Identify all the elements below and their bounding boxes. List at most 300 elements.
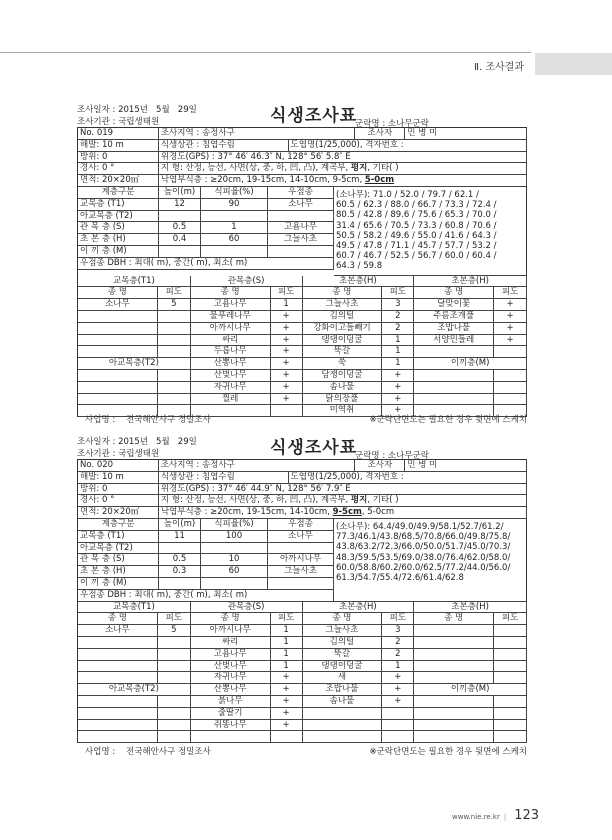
cover-value — [494, 672, 527, 684]
species-header: 종 명 — [303, 613, 383, 625]
table-row — [78, 258, 334, 270]
species-name: 물푸레나무 — [191, 311, 271, 323]
species-name: 싸리 — [191, 335, 271, 347]
cover-value — [158, 394, 191, 406]
group-header: 초본층(H) — [303, 602, 415, 614]
cover-value: 1 — [382, 358, 414, 370]
cover-value: 2 — [382, 323, 414, 335]
species-header: 종 명 — [191, 287, 271, 299]
species-name: 솜나물 — [303, 382, 383, 394]
cover-value: 1 — [271, 649, 303, 661]
species-row — [78, 311, 527, 323]
cover-value — [382, 731, 414, 743]
species-name — [414, 382, 494, 394]
sketch-note: ※군락단면도는 필요한 경우 뒷면에 스케치 — [369, 415, 527, 426]
species-name — [78, 323, 158, 335]
layer-header: 우점종 — [268, 519, 334, 531]
surveyor-name: 민 병 미 — [405, 460, 527, 472]
species-name — [78, 672, 158, 684]
survey-date: 조사일자 : 2015년 5월 29일 — [77, 437, 197, 447]
terrain-other: , 기타( ) — [367, 163, 399, 174]
species-name: 붉나무 — [191, 696, 271, 708]
species-name: 소나무 — [78, 625, 158, 637]
cover-value: + — [271, 394, 303, 406]
physiognomy: 식생상관 : 침엽수림 — [159, 140, 289, 152]
separator: , — [327, 507, 333, 518]
layer-header: 계층구분 — [78, 187, 159, 199]
plot-number: No. 020 — [78, 460, 159, 472]
layer-name: 아교목층 (T2) — [78, 211, 159, 223]
aspect: 방위: 0 — [78, 484, 159, 496]
table-row — [78, 460, 527, 472]
cover-header: 피도 — [271, 287, 303, 299]
species-name: 김의털 — [303, 637, 383, 649]
species-name: 뚝갈 — [303, 649, 383, 661]
layer-dominant: 고욤나무 — [268, 222, 334, 234]
species-name: 쥐똥나무 — [191, 720, 271, 732]
species-name — [303, 708, 383, 720]
species-name: 쑥 — [303, 358, 383, 370]
layer-row — [78, 543, 334, 555]
header-rule — [0, 52, 531, 53]
layer-height: 0.5 — [159, 554, 201, 566]
species-name — [78, 720, 158, 732]
layer-dominant: 그늘사초 — [268, 234, 334, 246]
cover-value: 1 — [382, 661, 414, 673]
layer-row — [78, 246, 334, 258]
layer-header: 높이(m) — [159, 187, 201, 199]
page-number: 123 — [514, 808, 540, 823]
cover-value: + — [271, 370, 303, 382]
cover-value: 5 — [158, 625, 191, 637]
cover-value: + — [271, 346, 303, 358]
layer-dominant — [268, 578, 334, 590]
layer-name: 교목층 (T1) — [78, 199, 159, 211]
species-name: 두릅나무 — [191, 346, 271, 358]
layer-row — [78, 199, 334, 211]
terrain-selected: 평지 — [350, 163, 368, 174]
cover-value: + — [382, 405, 414, 417]
layer-table — [78, 187, 334, 276]
layer-coverage — [201, 543, 268, 555]
survey-table — [77, 127, 527, 417]
table-row — [78, 472, 527, 484]
separator: , — [284, 507, 290, 518]
table-row — [78, 128, 527, 140]
layer-height: 12 — [159, 199, 201, 211]
species-name: 솜나물 — [303, 696, 383, 708]
cover-value: + — [382, 696, 414, 708]
species-name — [78, 661, 158, 673]
aspect: 방위: 0 — [78, 152, 159, 164]
layer-height — [159, 211, 201, 223]
layer-header: 우점종 — [268, 187, 334, 199]
species-name — [78, 708, 158, 720]
layer-coverage: 90 — [201, 199, 268, 211]
group-header: 초본층(H) — [303, 276, 415, 288]
cover-value — [494, 346, 527, 358]
survey-table — [77, 459, 527, 743]
species-name — [414, 625, 494, 637]
cover-value — [158, 708, 191, 720]
litter-layer — [159, 507, 527, 519]
species-row — [78, 720, 527, 732]
cover-value: 2 — [382, 649, 414, 661]
layer-dominant: 아까시나무 — [268, 554, 334, 566]
group-header: 관목층(S) — [191, 276, 303, 288]
table-row — [78, 507, 527, 519]
cover-value — [494, 625, 527, 637]
species-name: 고욤나무 — [191, 299, 271, 311]
layer-coverage: 60 — [201, 234, 268, 246]
cover-value — [271, 731, 303, 743]
cover-value: 1 — [271, 661, 303, 673]
species-name — [78, 731, 158, 743]
species-name — [78, 382, 158, 394]
species-name: 담쟁이덩굴 — [303, 370, 383, 382]
cover-value: 1 — [382, 346, 414, 358]
cover-value — [158, 720, 191, 732]
species-name — [414, 370, 494, 382]
cover-value — [158, 649, 191, 661]
separator: , — [241, 507, 247, 518]
species-header: 종 명 — [191, 613, 271, 625]
species-row — [78, 299, 527, 311]
layer-row — [78, 554, 334, 566]
species-name: 댕댕이덩굴 — [303, 661, 383, 673]
litter-option: ≥20cm — [210, 507, 242, 518]
dbh-values: (소나무): 64.4/49.0/49.9/58.1/52.7/61.2/ 77.3/46.1/43.8/68.5/70.8/66.0/49.8/75.8/ 43.8/63.2/72.3/66.0/50.0/51.7/45.0/70.3/ 48.3/59.5/53.5/69.0/38.0/76.4/62.0/58.0/ 60.0/58.8/60.2/60.0/62.5/77.2/44.0/56.0/ 61.3/54.7/55.4/72.6/61.4/62.8 — [334, 519, 527, 602]
cover-header: 피도 — [158, 613, 191, 625]
litter-option: 9-5cm — [332, 507, 362, 518]
slope: 경사: 0 ° — [78, 495, 159, 507]
cover-value — [158, 382, 191, 394]
species-name — [414, 720, 494, 732]
species-name: 그늘사초 — [303, 625, 383, 637]
cover-value: + — [271, 684, 303, 696]
species-name: 소나무 — [78, 299, 158, 311]
cover-value — [158, 661, 191, 673]
cover-header: 피도 — [494, 287, 527, 299]
cover-value: + — [382, 370, 414, 382]
species-name — [303, 720, 383, 732]
cover-header: 피도 — [494, 613, 527, 625]
cover-header: 피도 — [158, 287, 191, 299]
group-header: 교목층(T1) — [78, 276, 191, 288]
cover-value: 1 — [382, 335, 414, 347]
community-name: 군락명 : 소나무군락 — [355, 451, 429, 461]
species-name: 댕댕이덩굴 — [303, 335, 383, 347]
cover-value — [494, 394, 527, 406]
species-name: 자귀나무 — [191, 382, 271, 394]
species-row — [78, 346, 527, 358]
physiognomy: 식생상관 : 침엽수림 — [159, 472, 289, 484]
cover-value — [494, 696, 527, 708]
species-name: 뚝갈 — [303, 346, 383, 358]
elevation: 해발: 10 m — [78, 140, 159, 152]
separator: , — [359, 175, 365, 186]
species-name — [78, 346, 158, 358]
cover-value — [494, 661, 527, 673]
layer-dominant — [268, 246, 334, 258]
surveyor-label: 조사자 — [355, 128, 405, 140]
group-header: 초본층(H) — [414, 276, 527, 288]
layer-row — [78, 531, 334, 543]
species-row — [78, 394, 527, 406]
cover-value: 3 — [382, 625, 414, 637]
species-name: 닭의장풀 — [303, 394, 383, 406]
sketch-note: ※군락단면도는 필요한 경우 뒷면에 스케치 — [369, 747, 527, 758]
cover-value — [158, 696, 191, 708]
species-name: 싸리 — [191, 637, 271, 649]
community-name: 군락명 : 소나무군락 — [355, 119, 429, 129]
species-row — [78, 625, 527, 637]
table-row — [78, 495, 527, 507]
page-footer — [452, 808, 539, 823]
cover-value: + — [494, 311, 527, 323]
surveyor-name: 민 병 미 — [405, 128, 527, 140]
layer-height — [159, 543, 201, 555]
survey-region: 조사지역 : 송정사구 — [159, 128, 356, 140]
layer-row — [78, 566, 334, 578]
species-name — [78, 311, 158, 323]
litter-option: 19-15cm — [246, 507, 285, 518]
layer-header-row — [78, 187, 334, 199]
litter-label: 낙엽부식층 : — [160, 175, 211, 186]
cover-value: 1 — [271, 637, 303, 649]
terrain-options: 지 형: 산정, 능선, 사면(상, 중, 하, 凹, 凸), 계곡부, — [160, 163, 351, 174]
species-row — [78, 323, 527, 335]
layer-height: 11 — [159, 531, 201, 543]
cover-value: 1 — [271, 299, 303, 311]
cover-header: 피도 — [382, 613, 414, 625]
table-row — [78, 163, 527, 175]
cover-value — [158, 672, 191, 684]
survey-date: 조사일자 : 2015년 5월 29일 — [77, 105, 197, 115]
litter-option: 9-5cm — [332, 175, 360, 186]
litter-option: ≥20cm — [210, 175, 242, 186]
species-name — [191, 731, 271, 743]
species-row — [78, 370, 527, 382]
species-header: 종 명 — [414, 287, 494, 299]
species-row — [78, 358, 527, 370]
species-name: 줄딸기 — [191, 708, 271, 720]
cover-value: + — [271, 323, 303, 335]
species-name: 아까시나무 — [191, 323, 271, 335]
species-name — [78, 649, 158, 661]
cover-value — [158, 311, 191, 323]
layer-block — [78, 187, 527, 276]
layer-coverage — [201, 246, 268, 258]
moss-label: 이끼층(M) — [414, 358, 527, 370]
cover-value — [494, 649, 527, 661]
cover-value — [494, 637, 527, 649]
survey-org: 조사기관 : 국립생태원 — [77, 449, 160, 459]
cover-value — [158, 323, 191, 335]
species-name — [414, 394, 494, 406]
species-name — [414, 661, 494, 673]
species-row — [78, 731, 527, 743]
species-name — [414, 649, 494, 661]
cover-value — [158, 346, 191, 358]
cover-value — [494, 720, 527, 732]
litter-option: 5-0cm — [367, 507, 395, 518]
cover-value: + — [382, 394, 414, 406]
layer-height — [159, 246, 201, 258]
terrain — [159, 163, 527, 175]
separator: , — [241, 175, 247, 186]
survey-region: 조사지역 : 송정사구 — [159, 460, 356, 472]
cover-value: 5 — [158, 299, 191, 311]
group-header-row — [78, 602, 527, 614]
cover-value: + — [494, 299, 527, 311]
layer-coverage: 100 — [201, 531, 268, 543]
species-name: 김의털 — [303, 311, 383, 323]
separator: , — [284, 175, 290, 186]
site-url[interactable]: www.nie.re.kr — [452, 813, 500, 821]
layer-height: 0.4 — [159, 234, 201, 246]
layer-header: 높이(m) — [159, 519, 201, 531]
layer-block — [78, 519, 527, 602]
species-name — [78, 696, 158, 708]
species-name — [414, 346, 494, 358]
terrain-options: 지 형: 산정, 능선, 사면(상, 중, 하, 凹, 凸), 계곡부, — [160, 495, 351, 506]
species-name: 조밥나물 — [414, 323, 494, 335]
layer-name: 이 끼 층 (M) — [78, 578, 159, 590]
separator: , — [327, 175, 333, 186]
subcanopy-label: 아교목층(T2) — [78, 684, 191, 696]
layer-coverage: 1 — [201, 222, 268, 234]
cover-header: 피도 — [382, 287, 414, 299]
litter-option: 5-0cm — [364, 175, 395, 186]
species-row — [78, 661, 527, 673]
layer-row — [78, 211, 334, 223]
plot-area: 면적: 20×20㎡ — [78, 175, 159, 187]
cover-value: + — [494, 323, 527, 335]
layer-dominant: 소나무 — [268, 531, 334, 543]
layer-coverage: 60 — [201, 566, 268, 578]
layer-height: 0.5 — [159, 222, 201, 234]
table-row — [78, 484, 527, 496]
surveyor-label: 조사자 — [355, 460, 405, 472]
layer-dominant: 소나무 — [268, 199, 334, 211]
cover-value — [158, 335, 191, 347]
cover-value — [158, 370, 191, 382]
plot-number: No. 019 — [78, 128, 159, 140]
species-row — [78, 649, 527, 661]
separator: | — [503, 813, 507, 821]
layer-dominant — [268, 211, 334, 223]
cover-value: 2 — [382, 637, 414, 649]
species-name: 강화이고들빼기 — [303, 323, 383, 335]
species-name — [414, 731, 494, 743]
cover-value: + — [271, 696, 303, 708]
species-name — [414, 672, 494, 684]
layer-name: 초 본 층 (H) — [78, 234, 159, 246]
table-row — [78, 590, 334, 602]
layer-header: 식피율(%) — [201, 187, 268, 199]
species-name — [414, 708, 494, 720]
survey-org: 조사기관 : 국립생태원 — [77, 117, 160, 127]
group-header-row — [78, 276, 527, 288]
cover-value — [158, 731, 191, 743]
group-header: 초본층(H) — [414, 602, 527, 614]
litter-option: 19-15cm — [246, 175, 285, 186]
cover-value — [494, 731, 527, 743]
layer-row — [78, 222, 334, 234]
layer-name: 관 목 층 (S) — [78, 222, 159, 234]
species-name — [78, 394, 158, 406]
species-name — [78, 335, 158, 347]
cover-value — [271, 405, 303, 417]
layer-header: 식피율(%) — [201, 519, 268, 531]
species-name: 그늘사초 — [303, 299, 383, 311]
species-name — [414, 637, 494, 649]
species-header: 종 명 — [303, 287, 383, 299]
species-name: 고욤나무 — [191, 649, 271, 661]
cover-value: + — [382, 684, 414, 696]
layer-row — [78, 578, 334, 590]
layer-name: 교목층 (T1) — [78, 531, 159, 543]
cover-value: 2 — [382, 311, 414, 323]
species-row — [78, 708, 527, 720]
cover-value: + — [494, 335, 527, 347]
form-title: 식생조사표 — [270, 106, 358, 126]
slope: 경사: 0 ° — [78, 163, 159, 175]
moss-label: 이끼층(M) — [414, 684, 527, 696]
species-name: 자귀나무 — [191, 672, 271, 684]
group-header: 교목층(T1) — [78, 602, 191, 614]
species-row — [78, 696, 527, 708]
layer-coverage: 10 — [201, 554, 268, 566]
species-name — [78, 370, 158, 382]
header-tab — [535, 53, 612, 75]
species-name: 산벚나무 — [191, 370, 271, 382]
layer-height: 0.3 — [159, 566, 201, 578]
map-grid: 도엽명(1/25,000), 격자번호 : — [289, 140, 527, 152]
cover-value — [382, 708, 414, 720]
layer-row — [78, 234, 334, 246]
subcanopy-label: 아교목층(T2) — [78, 358, 191, 370]
plot-area: 면적: 20×20㎡ — [78, 507, 159, 519]
elevation: 해발: 10 m — [78, 472, 159, 484]
project-name: 사업명 : 전국해안사구 정밀조사 — [85, 415, 211, 426]
litter-option: 14-10cm — [289, 507, 328, 518]
layer-table — [78, 519, 334, 602]
cover-value: + — [382, 672, 414, 684]
table-row — [78, 175, 527, 187]
column-header-row — [78, 287, 527, 299]
section-title: Ⅱ. 조사결과 — [474, 62, 524, 73]
cover-value — [494, 382, 527, 394]
cover-value: + — [271, 708, 303, 720]
cover-value: 3 — [382, 299, 414, 311]
species-name: 산벚나무 — [191, 661, 271, 673]
column-header-row — [78, 613, 527, 625]
layer-name: 관 목 층 (S) — [78, 554, 159, 566]
gps-coordinates: 위경도(GPS) : 37° 46′ 46.3″ N, 128° 56′ 5.8″ E — [159, 152, 527, 164]
project-name: 사업명 : 전국해안사구 정밀조사 — [85, 747, 211, 758]
species-name: 조밥나물 — [303, 684, 383, 696]
cover-value: + — [271, 358, 303, 370]
litter-layer — [159, 175, 527, 187]
species-name: 새 — [303, 672, 383, 684]
species-name: 찔레 — [191, 394, 271, 406]
group-header: 관목층(S) — [191, 602, 303, 614]
terrain-selected: 평지 — [350, 495, 368, 506]
cover-value — [158, 637, 191, 649]
layer-coverage — [201, 578, 268, 590]
